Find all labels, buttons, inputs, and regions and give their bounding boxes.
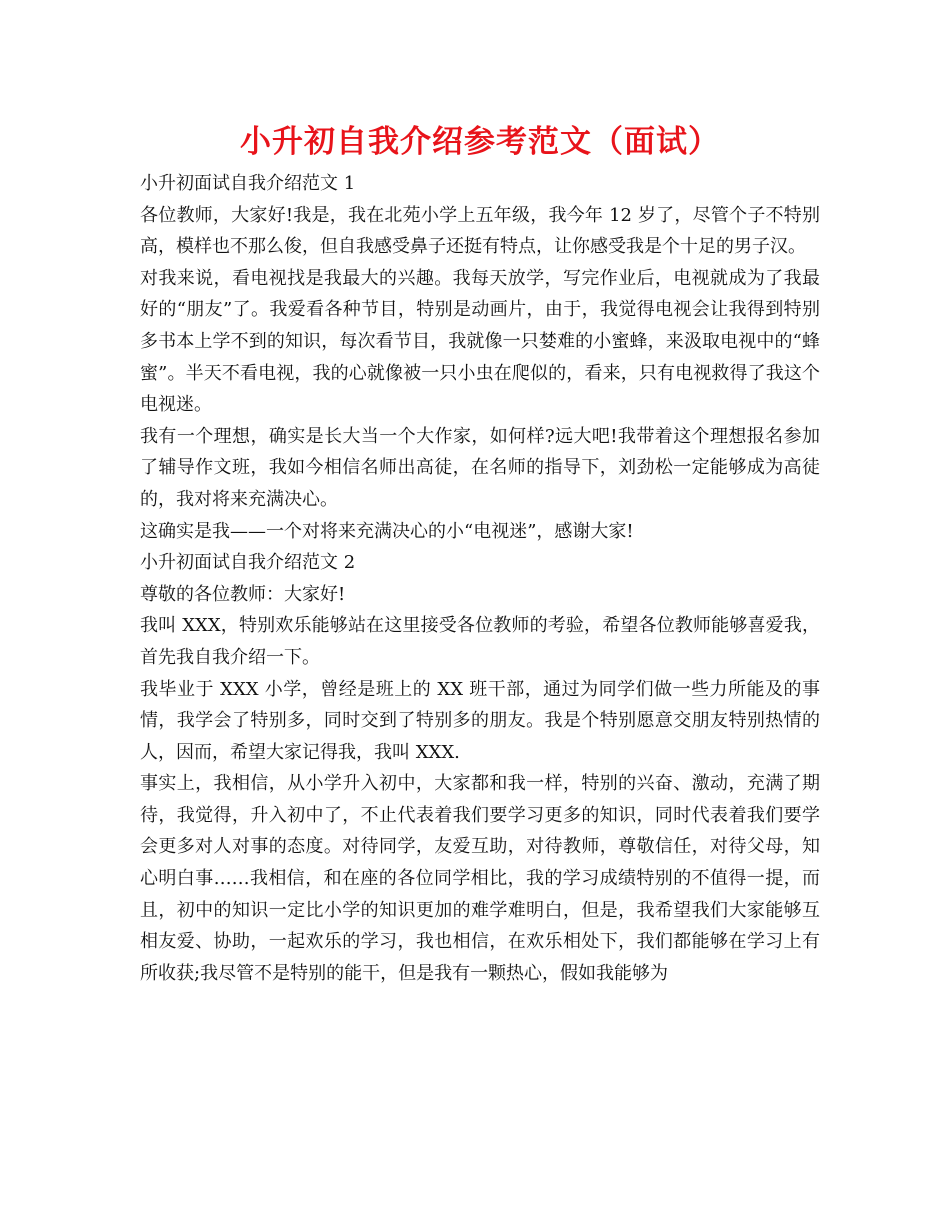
- paragraph: 我毕业于 XXX 小学，曾经是班上的 XX 班干部，通过为同学们做一些力所能及的事情，我学会了特别多，同时交到了特别多的朋友。我是个特别愿意交朋友特别热情的人，因而，希望大家记得我，我叫 XXX.: [140, 678, 820, 763]
- paragraph: 对我来说，看电视找是我最大的兴趣。我每天放学，写完作业后，电视就成为了我最好的“朋友”了。我爱看各种节目，特别是动画片，由于，我觉得电视会让我得到特别多书本上学不到的知识，每次看节目，我就像一只婪难的小蜜蜂，来汲取电视中的“蜂蜜”。半天不看电视，我的心就像被一只小虫在爬似的，看来，只有电视救得了我这个电视迷。: [140, 267, 820, 416]
- section-heading-2: 小升初面试自我介绍范文 2: [140, 552, 356, 574]
- paragraph: 这确实是我——一个对将来充满决心的小“电视迷”，感谢大家!: [140, 520, 634, 542]
- paragraph: 尊敬的各位教师：大家好!: [140, 583, 346, 605]
- paragraph: 我有一个理想，确实是长大当一个大作家，如何样?远大吧!我带着这个理想报名参加了辅导作文班，我如今相信名师出高徒，在名师的指导下，刘劲松一定能够成为高徒的，我对将来充满决心。: [140, 425, 820, 510]
- document-page: [140, 120, 820, 989]
- section-heading-1: 小升初面试自我介绍范文 1: [140, 173, 356, 194]
- document-title: 小升初自我介绍参考范文（面试）: [240, 124, 720, 160]
- paragraph: 我叫 XXX，特别欢乐能够站在这里接受各位教师的考验，希望各位教师能够喜爱我，首先我自我介绍一下。: [140, 615, 820, 668]
- paragraph: 各位教师，大家好!我是，我在北苑小学上五年级，我今年 12 岁了，尽管个子不特别高，模样也不那么俊，但自我感受鼻子还挺有特点，让你感受我是个十足的男子汉。: [140, 204, 820, 258]
- paragraph: 事实上，我相信，从小学升入初中，大家都和我一样，特别的兴奋、激动，充满了期待，我觉得，升入初中了，不止代表着我们要学习更多的知识，同时代表着我们要学会更多对人对事的态度。对待同学，友爱互助，对待教师，尊敬信任，对待父母，知心明白事……我相信，和在座的各位同学相比，我的学习成绩特别的不值得一提，而且，初中的知识一定比小学的知识更加的难学难明白，但是，我希望我们大家能够互相友爱、协助，一起欢乐的学习，我也相信，在欢乐相处下，我们都能够在学习上有所收获;我尽管不是特别的能干，但是我有一颗热心，假如我能够为: [140, 773, 820, 984]
